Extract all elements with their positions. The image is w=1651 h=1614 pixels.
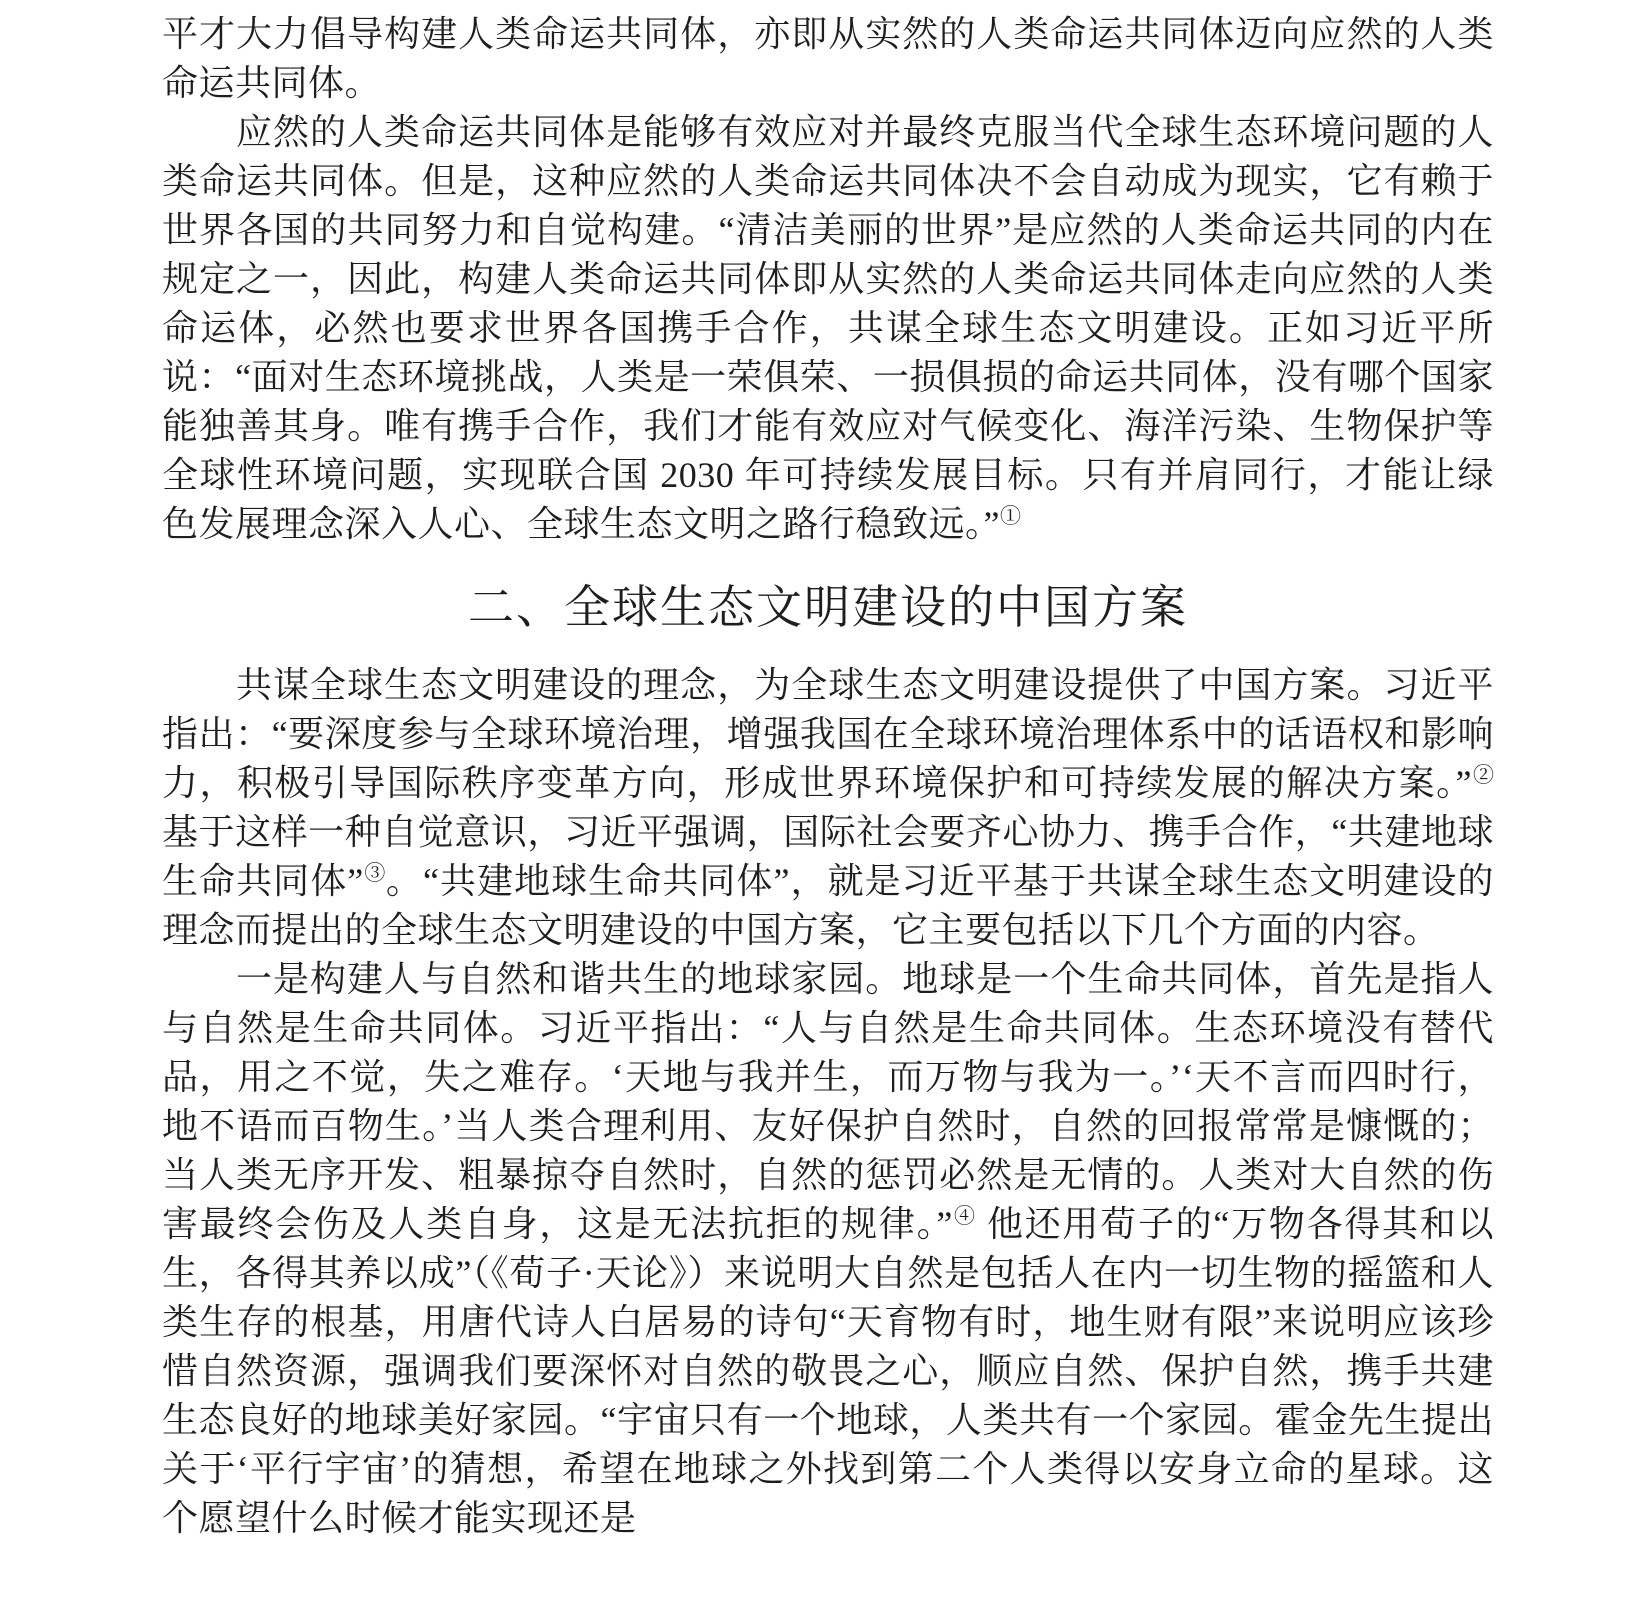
body-paragraph [162,661,1494,955]
footnote-ref: ③ [363,861,386,885]
text-run: 应然的人类命运共同体是能够有效应对并最终克服当代全球生态环境问题的人类命运共同体。但是，这种应然的人类命运共同体决不会自动成为现实，它有赖于世界各国的共同努力和自觉构建。“清洁美丽的世界”是应然的人类命运共同的内在规定之一，因此，构建人类命运共同体即从实然的人类命运共同体走向应然的人类命运体，必然也要求世界各国携手合作，共谋全球生态文明建设。正如习近平所说：“面对生态环境挑战，人类是一荣俱荣、一损俱损的命运共同体，没有哪个国家能独善其身。唯有携手合作，我们才能有效应对气候变化、海洋污染、生物保护等全球性环境问题，实现联合国 2030 年可持续发展目标。只有并肩同行，才能让绿色发展理念深入人心、全球生态文明之路行稳致远。” [162,112,1494,544]
section-heading: 二、全球生态文明建设的中国方案 [468,582,1188,633]
footnote-ref: ① [999,504,1021,528]
body-paragraph [162,10,1494,108]
text-run: 平才大力倡导构建人类命运共同体，亦即从实然的人类命运共同体迈向应然的人类命运共同体。 [162,14,1494,103]
text-run: 基于这样一种自觉意识，习近平强调，国际社会要齐心协力、携手合作，“共建地球生命共同体” [162,812,1494,901]
footnote-ref: ② [1472,763,1495,787]
footnote-ref: ④ [952,1204,977,1228]
text-run: 他还用荀子的“万物各得其和以生，各得其养以成”（《荀子·天论》）来说明大自然是包括人在内一切生物的摇篮和人类生存的根基，用唐代诗人白居易的诗句“天育物有时，地生财有限”来说明应该珍惜自然资源，强调我们要深怀对自然的敬畏之心，顺应自然、保护自然，携手共建生态良好的地球美好家园。“宇宙只有一个地球，人类共有一个家园。霍金先生提出关于‘平行宇宙’的猜想，希望在地球之外找到第二个人类得以安身立命的星球。这个愿望什么时候才能实现还是 [162,1204,1495,1538]
text-run: 共谋全球生态文明建设的理念，为全球生态文明建设提供了中国方案。习近平指出：“要深度参与全球环境治理，增强我国在全球环境治理体系中的话语权和影响力，积极引导国际秩序变革方向，形成世界环境保护和可持续发展的解决方案。” [162,665,1494,803]
page-text-block [162,10,1494,1543]
text-run: 一是构建人与自然和谐共生的地球家园。地球是一个生命共同体，首先是指人与自然是生命共同体。习近平指出：“人与自然是生命共同体。生态环境没有替代品，用之不觉，失之难存。‘天地与我并生，而万物与我为一。’‘天不言而四时行，地不语而百物生。’当人类合理利用、友好保护自然时，自然的回报常常是慷慨的；当人类无序开发、粗暴掠夺自然时，自然的惩罚必然是无情的。人类对大自然的伤害最终会伤及人类自身，这是无法抗拒的规律。” [162,959,1494,1244]
body-paragraph [162,108,1494,549]
text-run: 。“共建地球生命共同体”，就是习近平基于共谋全球生态文明建设的理念而提出的全球生态文明建设的中国方案，它主要包括以下几个方面的内容。 [162,861,1495,950]
body-paragraph [162,955,1494,1543]
